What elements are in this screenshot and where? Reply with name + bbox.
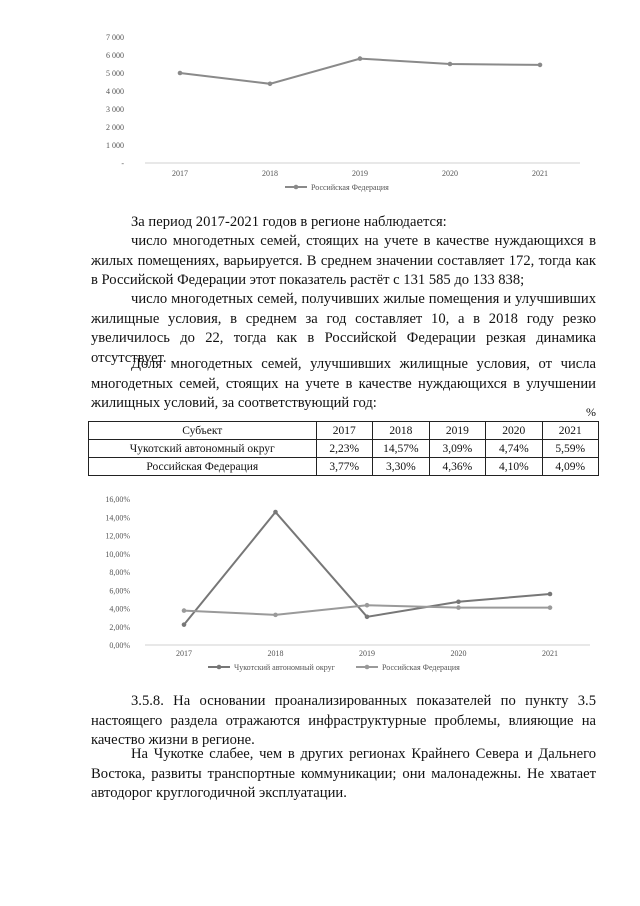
data-point <box>448 62 453 67</box>
y-tick-label: 14,00% <box>105 513 130 523</box>
y-tick-label: 2,00% <box>109 622 130 632</box>
series-line <box>180 59 540 84</box>
legend-label: Чукотский автономный округ <box>234 663 335 672</box>
table-cell: 4,36% <box>429 458 485 476</box>
table-header-cell: 2020 <box>486 422 542 440</box>
chart-rf-families <box>60 25 600 195</box>
legend-label: Российская Федерация <box>311 183 389 192</box>
data-point <box>456 599 461 604</box>
table-cell: 3,30% <box>373 458 430 476</box>
table-cell: 4,09% <box>542 458 598 476</box>
table-cell: 4,10% <box>486 458 542 476</box>
data-point <box>273 613 278 618</box>
table-header-cell: 2019 <box>429 422 485 440</box>
x-tick-label: 2017 <box>172 169 188 178</box>
y-tick-label: - <box>121 159 124 168</box>
legend-marker <box>294 185 299 190</box>
table-cell: 14,57% <box>373 440 430 458</box>
table-cell: Российская Федерация <box>89 458 317 476</box>
x-tick-label: 2019 <box>359 649 375 658</box>
data-point <box>182 608 187 613</box>
y-tick-label: 0,00% <box>109 641 130 650</box>
paragraph-waiting-families: число многодетных семей, стоящих на учете в качестве нуждающихся в жилых помещениях, варьируется. В среднем значении составляет 172, тогда как в Российской Федерации этот показатель растёт с 131 585 до 133 838; <box>91 233 596 288</box>
table-header-row <box>89 422 599 440</box>
paragraph-transport: На Чукотке слабее, чем в других регионах Крайнего Севера и Дальнего Востока, развиты транспортные коммуникации; они малонадежны. Не хватает автодорог круглогодичной эксплуатации. <box>91 746 596 801</box>
table-cell: 3,77% <box>316 458 372 476</box>
chart-share-improved <box>60 490 600 675</box>
data-point <box>548 592 553 597</box>
x-tick-label: 2018 <box>267 649 284 658</box>
x-tick-label: 2017 <box>176 649 192 658</box>
table-header-cell: 2018 <box>373 422 430 440</box>
data-point <box>273 510 278 515</box>
table-cell: Чукотский автономный округ <box>89 440 317 458</box>
x-tick-label: 2018 <box>262 169 278 178</box>
data-point <box>182 622 187 627</box>
data-point <box>365 615 370 620</box>
x-tick-label: 2021 <box>532 169 548 178</box>
y-tick-label: 5 000 <box>106 69 124 78</box>
unit-label: % <box>586 405 596 419</box>
table-cell: 2,23% <box>316 440 372 458</box>
paragraph-period: За период 2017-2021 годов в регионе наблюдается: <box>131 214 447 230</box>
legend-label: Российская Федерация <box>382 663 460 672</box>
y-tick-label: 6 000 <box>106 51 124 60</box>
y-tick-label: 3 000 <box>106 105 124 114</box>
y-tick-label: 1 000 <box>106 141 124 150</box>
legend-marker <box>365 665 370 670</box>
y-tick-label: 4,00% <box>109 604 130 614</box>
share-table <box>88 421 599 476</box>
x-tick-label: 2020 <box>442 169 458 178</box>
y-tick-label: 16,00% <box>105 495 130 504</box>
x-tick-label: 2019 <box>352 169 368 178</box>
y-tick-label: 7 000 <box>106 33 124 42</box>
y-tick-label: 6,00% <box>109 586 130 596</box>
x-tick-label: 2020 <box>450 649 467 658</box>
data-point <box>456 605 461 610</box>
table-cell: 3,09% <box>429 440 485 458</box>
x-tick-label: 2021 <box>542 649 558 658</box>
y-tick-label: 8,00% <box>109 568 130 577</box>
data-point <box>365 603 370 608</box>
table-header-cell: Субъект <box>89 422 317 440</box>
data-point <box>548 605 553 610</box>
data-point <box>538 63 543 68</box>
y-tick-label: 2 000 <box>106 123 124 132</box>
legend-marker <box>217 665 222 670</box>
data-point <box>178 71 183 76</box>
paragraph-infrastructure: 3.5.8. На основании проанализированных показателей по пункту 3.5 настоящего раздела отражаются инфраструктурные проблемы, влияющие на качество жизни в регионе. <box>91 693 596 748</box>
table-cell: 5,59% <box>542 440 598 458</box>
y-tick-label: 10,00% <box>105 549 130 559</box>
table-row <box>89 458 599 476</box>
data-point <box>358 56 363 61</box>
table-header-cell: 2017 <box>316 422 372 440</box>
y-tick-label: 12,00% <box>105 531 130 541</box>
y-tick-label: 4 000 <box>106 87 124 96</box>
paragraph-share-intro: Доля многодетных семей, улучшивших жилищные условия, от числа многодетных семей, стоящих на учете в качестве нуждающихся в улучшении жилищных условий, за соответствующий год: <box>91 356 596 411</box>
paragraph-improved-families: число многодетных семей, получивших жилые помещения и улучшивших жилищные условия, в среднем за год составляет 10, а в 2018 году резко увеличилось до 22, тогда как в Российской Федерации резкая динамика отсутствует. <box>91 291 596 366</box>
table-cell: 4,74% <box>486 440 542 458</box>
table-header-cell: 2021 <box>542 422 598 440</box>
data-point <box>268 82 273 87</box>
table-row <box>89 440 599 458</box>
